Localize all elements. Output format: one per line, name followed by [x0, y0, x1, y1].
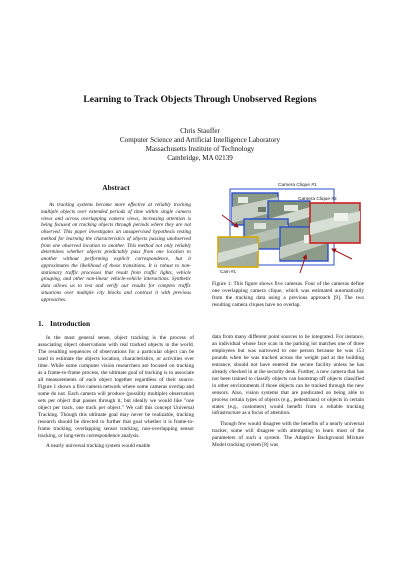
camera-clique-2-label: Camera Clique #2 [298, 197, 337, 202]
paper-title: Learning to Track Objects Through Unobserved Regions [83, 94, 317, 105]
figure-camera-cliques [214, 177, 364, 277]
section-title: Introduction [50, 319, 91, 329]
cam1-label: Cam #1 [220, 269, 237, 274]
author-block [0, 127, 400, 163]
camera-clique-1-label: Camera Clique #1 [278, 183, 317, 188]
camera-clique-2-frame [310, 203, 360, 243]
intro-paragraph: A nearly universal tracking system would enable [46, 442, 151, 449]
abstract-text: As tracking systems become more effective at reliably tracking multiple objects over extended periods of time within single camera views and across overlapping camera views, increasing attention is being focused on tracking objects through periods where they are not observed. This paper investigates an unsupervised hypothesis testing method for learning the characteristics of objects passing unobserved from one observed location to another. This method not only reliably determines whether objects predictably pass from one location to another without performing explicit correspondence, but it approximates the likelihood of those transitions. It is robust to non-stationary traffic processes that result from traffic lights, vehicle grouping, and other non-linear vehicle-vehicle interactions. Synthetic data allows us to test and verify our results for complex traffic situations over multiple city blocks and contrast it with previous approaches. [41, 202, 191, 303]
abstract-heading: Abstract [102, 183, 130, 192]
intro-paragraph: data from many different point sources to be integrated. For instance, an individual whose face scan in the parking lot matches one of three employees but was narrowed to one person because he was 153 pounds when he was tracked across the weight pad at the building entrance, should not have entered the secure facility unless he has already checked in at the security desk. Further, a new camera that has not been trained to classify objects can bootstrap off objects classified in other environments if those objects can be tracked through the new sensors. Also, vision systems that are predicated on being able to process certain types of objects (e.g., pedestrians) or objects in certain states (e.g., customers) would benefit from a reliable tracking infrastructure as a focus of attention. [212, 334, 364, 417]
right-column [212, 334, 364, 452]
camera-frame-cam1 [218, 237, 258, 267]
figure-image [214, 177, 364, 277]
section-number: 1. [38, 319, 44, 329]
author-affiliation: Computer Science and Artificial Intelligence Laboratory [119, 135, 281, 144]
intro-paragraph: Though few would disagree with the benefits of a nearly universal tracker, some will disagree with attempting to learn most of the parameters of such a system. The Adaptive Background Mixture Model tracking system [8] was [212, 420, 364, 448]
author-institution: Massachusetts Institute of Technology [145, 144, 255, 153]
intro-paragraph: In the most general sense, object tracking is the process of associating object observations with real tracked objects in the world. The resulting sequences of observations for a particular object can be used to estimate the objects location, characteristics, or activities over time. While some computer vision researchers are focused on tracking as a frame-to-frame process, the ultimate goal of tracking is to associate all measurements of each object together regardless of their source. Figure 1 shows a five camera network where some cameras overlap and some do not. Each camera will produce (possibly multiple) observation sets per object that passes through it, but ideally we would like "one object per track, one track per object." We call this concept Universal Tracking. Though this ultimate goal may never be realizable, tracking research should be directed to further that goal whether it is frame-to-frame tracking, overlapping sensor tracking, non-overlapping sensor tracking, or long-term correspondence analysis. [38, 335, 194, 439]
section-heading-introduction [38, 319, 194, 328]
figure-caption: Figure 1: This figure shows five cameras. Four of the cameras define one overlapping camera clique, which was estimated automatically from the tracking data using a previous approach [9]. The two resulting camera cliques have no overlap. [212, 281, 364, 308]
author-address: Cambridge, MA 02139 [167, 153, 233, 162]
author-name: Chris Stauffer [180, 127, 220, 135]
left-column [38, 183, 194, 453]
